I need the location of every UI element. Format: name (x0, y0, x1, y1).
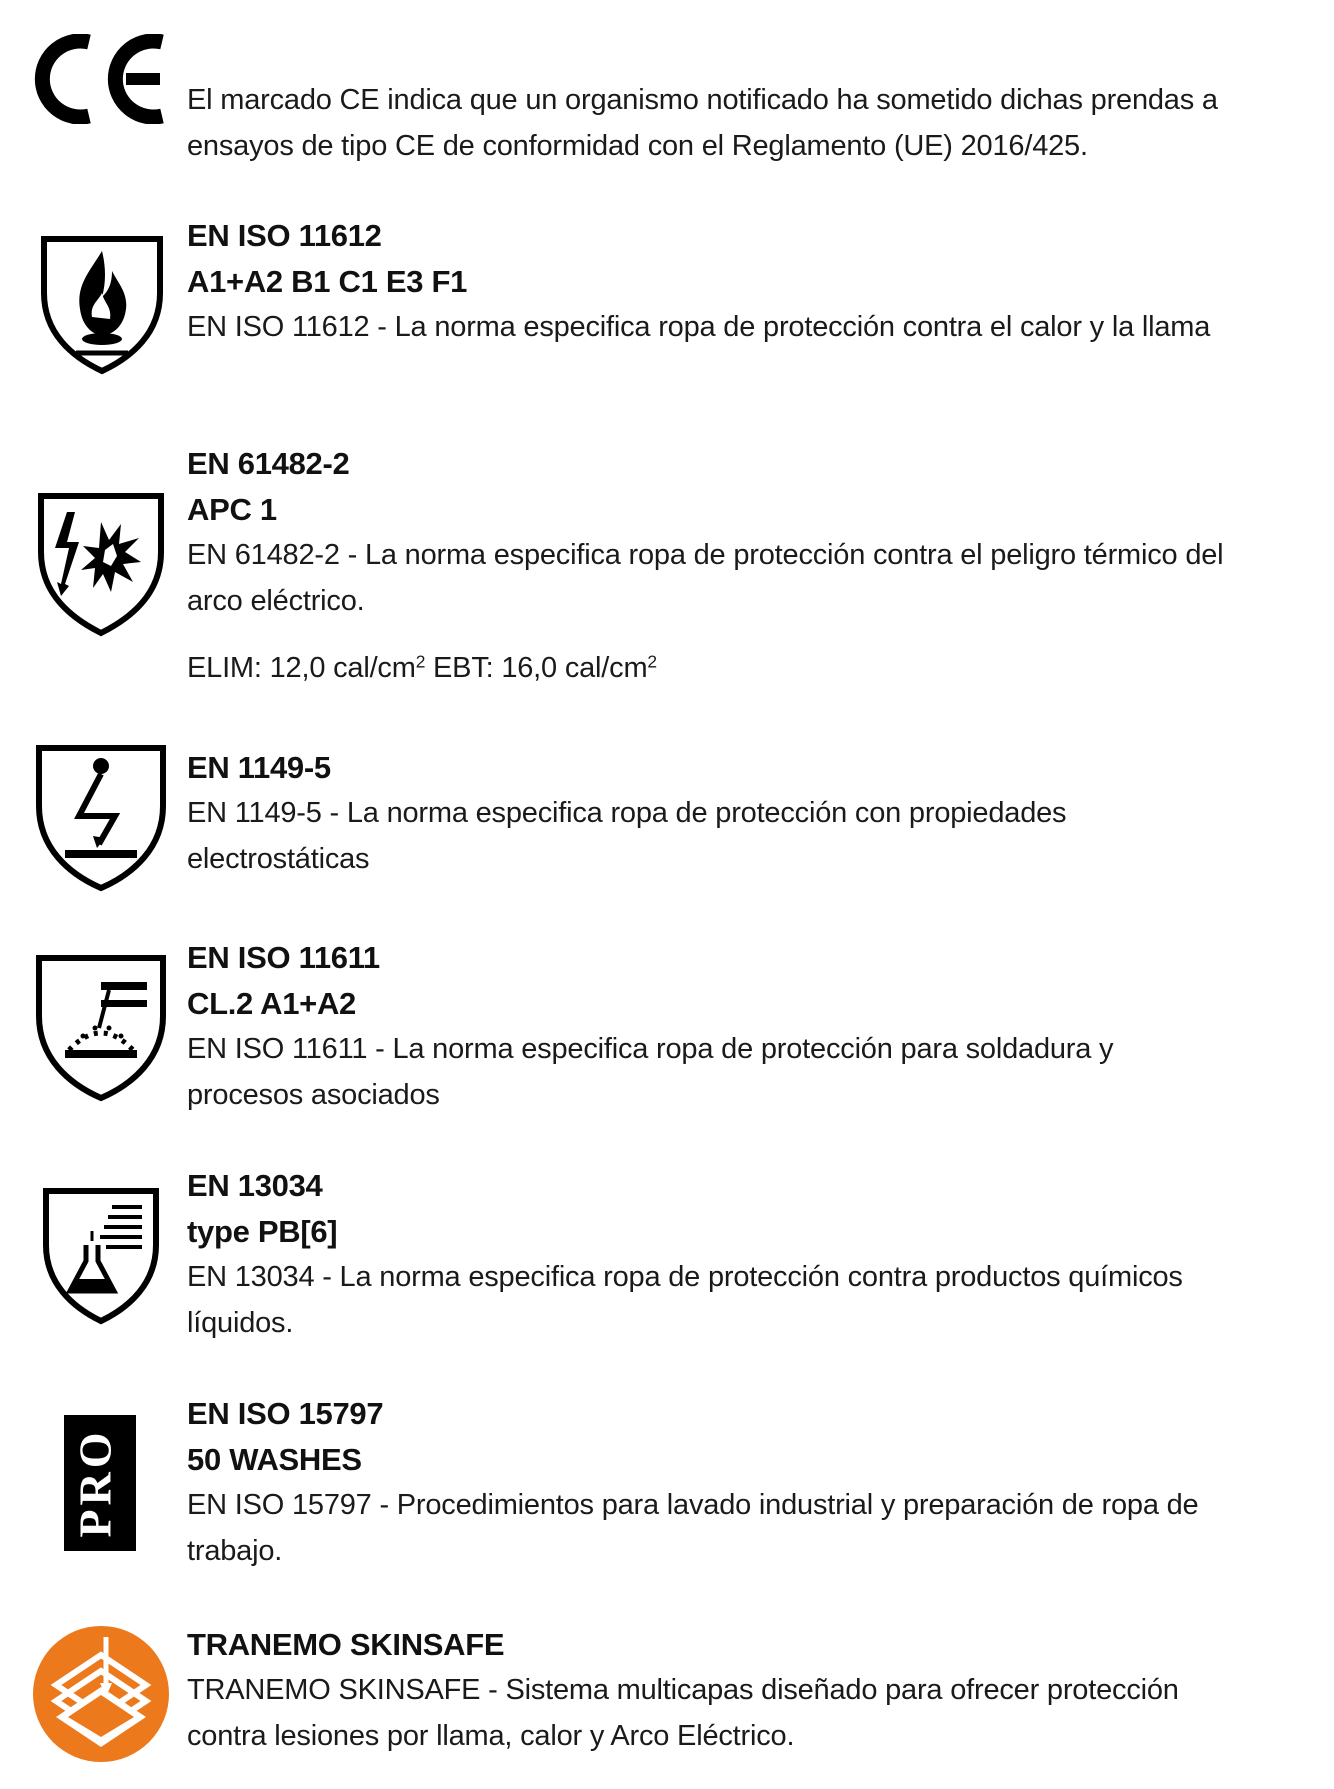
standard-title: EN ISO 11612 (187, 218, 382, 253)
standard-description: EN ISO 11612 - La norma especifica ropa de protección contra el calor y la llama (187, 311, 1211, 343)
standard-classification: 50 WASHES (187, 1442, 362, 1477)
pro-label-icon (64, 1415, 136, 1551)
chemical-shield-icon (42, 1187, 160, 1325)
tranemo-skinsafe-icon (32, 1625, 170, 1763)
standard-title: EN 61482-2 (187, 446, 350, 481)
ce-description: El marcado CE indica que un organismo notificado ha sometido dichas prendas a ensayos de tipo CE de conformidad con el Reglamento (UE) 2016/425. (187, 84, 1218, 162)
standard-description: TRANEMO SKINSAFE - Sistema multicapas diseñado para ofrecer protección contra lesiones por llama, calor y Arco Eléctrico. (187, 1674, 1179, 1752)
welding-shield-icon (35, 954, 167, 1102)
standard-title: TRANEMO SKINSAFE (187, 1627, 505, 1662)
standard-title: EN ISO 15797 (187, 1396, 384, 1431)
flame-shield-icon (40, 235, 164, 375)
standard-description: EN 13034 - La norma especifica ropa de protección contra productos químicos líquidos. (187, 1261, 1183, 1339)
standard-description: EN 1149-5 - La norma especifica ropa de protección con propiedades electrostáticas (187, 797, 1067, 875)
standard-title: EN ISO 11611 (187, 940, 380, 975)
standard-classification: APC 1 (187, 492, 277, 527)
electrostatic-shield-icon (35, 744, 167, 892)
ce-mark-icon (34, 34, 169, 124)
standard-description: EN ISO 15797 - Procedimientos para lavado industrial y preparación de ropa de trabajo. (187, 1489, 1199, 1567)
standard-classification: CL.2 A1+A2 (187, 986, 356, 1021)
electric-arc-shield-icon (37, 492, 165, 637)
standard-classification: type PB[6] (187, 1214, 338, 1249)
standard-classification: A1+A2 B1 C1 E3 F1 (187, 264, 468, 299)
standard-description: EN 61482-2 - La norma especifica ropa de protección contra el peligro térmico del arco eléctrico. (187, 539, 1224, 617)
arc-rating-values: ELIM: 12,0 cal/$cm^2$ EBT: 16,0 cal/$cm^2$ (187, 651, 657, 684)
svg-text:PRO: PRO (69, 1428, 121, 1538)
standard-title: EN 13034 (187, 1168, 323, 1203)
standard-title: EN 1149-5 (187, 750, 331, 785)
standard-description: EN ISO 11611 - La norma especifica ropa de protección para soldadura y procesos asociados (187, 1033, 1114, 1111)
